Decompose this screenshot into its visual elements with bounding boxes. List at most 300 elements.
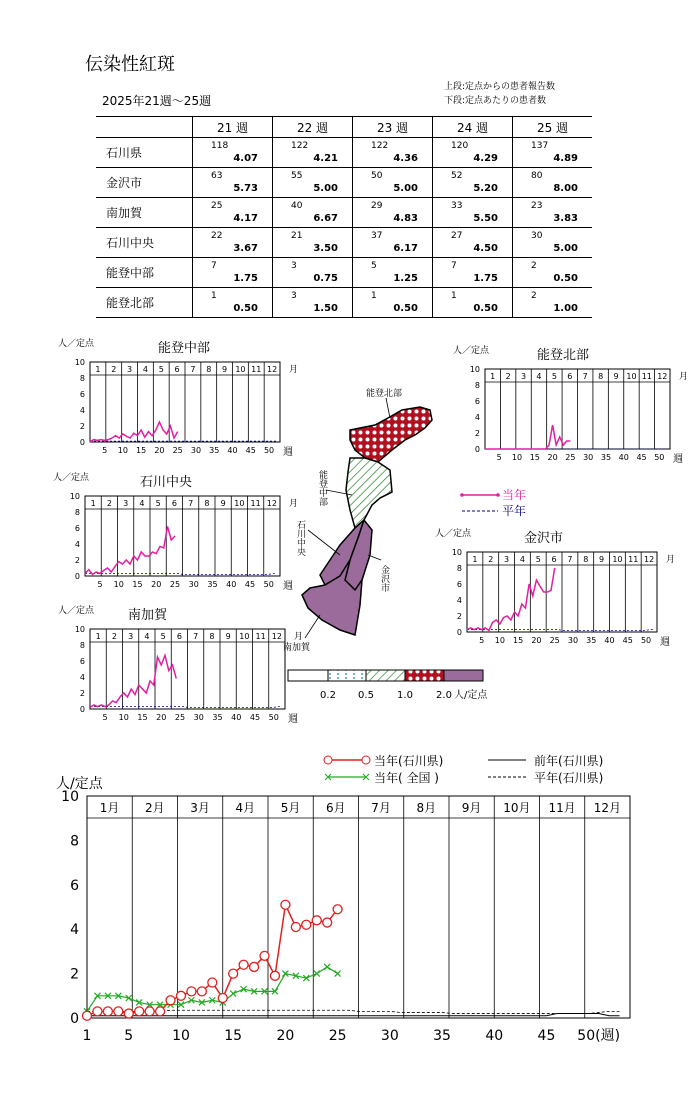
- map-color-scale: [288, 668, 528, 708]
- month-suffix: 月: [289, 499, 299, 509]
- scale-label: 0.5: [358, 690, 374, 701]
- report-count: 3: [291, 261, 297, 271]
- week-header: 23 週: [353, 117, 433, 138]
- current-point: [93, 1007, 102, 1016]
- month-tick-label: 7: [582, 372, 588, 381]
- month-tick-label: 9: [225, 632, 231, 641]
- month-tick-label: 10: [626, 372, 637, 381]
- x-tick-label: 50: [263, 580, 274, 589]
- week-cell: [193, 198, 273, 228]
- report-count: 118: [211, 141, 229, 151]
- report-count: 37: [371, 231, 383, 241]
- rate-per-sentinel: 5.20: [473, 183, 498, 194]
- month-tick-label: 5: [551, 372, 557, 381]
- month-tick-label: 3: [128, 632, 134, 641]
- month-tick-label: 9: [599, 555, 605, 564]
- current-point: [83, 1011, 92, 1020]
- month-tick-label: 3: [127, 365, 133, 374]
- week-cell: [353, 288, 433, 318]
- month-tick-label: 10月: [503, 801, 531, 815]
- x-tick-label: 10: [117, 446, 128, 455]
- legend-note-line1: 上段:定点からの患者報告数: [444, 82, 556, 92]
- month-tick-label: 12月: [593, 801, 622, 815]
- rate-per-sentinel: 1.75: [473, 273, 498, 284]
- x-tick-label: 5: [124, 1028, 134, 1044]
- map-label-noto-chubu: 能登中部: [317, 470, 327, 506]
- month-tick-label: 8月: [416, 801, 437, 815]
- y-tick-label: 6: [74, 524, 80, 533]
- month-suffix: 月: [666, 555, 676, 565]
- x-tick-label: 20: [151, 580, 162, 589]
- x-tick-label: 20: [276, 1028, 295, 1044]
- current-point: [250, 962, 259, 971]
- mini-unit-label: 人／定点: [58, 606, 95, 616]
- report-count: 5: [371, 261, 377, 271]
- month-tick-label: 4月: [235, 801, 256, 815]
- rate-per-sentinel: 8.00: [553, 183, 578, 194]
- y-tick-label: 10: [469, 365, 480, 374]
- week-cell: [353, 228, 433, 258]
- current-point: [333, 905, 342, 914]
- y-tick-label: 8: [74, 508, 80, 517]
- rate-per-sentinel: 5.50: [473, 213, 498, 224]
- current-point: [197, 987, 206, 996]
- y-tick-label: 8: [79, 641, 85, 650]
- y-tick-label: 2: [70, 966, 79, 983]
- current-point: [323, 918, 332, 927]
- week-header: 22 週: [273, 117, 353, 138]
- month-tick-label: 7: [188, 499, 194, 508]
- month-tick-label: 7月: [371, 801, 391, 815]
- rate-per-sentinel: 4.36: [393, 153, 418, 164]
- month-tick-label: 3: [123, 499, 129, 508]
- region-noto-hokubu: [350, 407, 432, 462]
- current-point: [312, 916, 321, 925]
- rate-per-sentinel: 1.00: [553, 303, 578, 314]
- y-tick-label: 10: [74, 625, 85, 634]
- month-suffix: 月: [679, 372, 689, 382]
- x-tick-label: 20: [154, 446, 165, 455]
- mini-chart-noto-chubu: [55, 338, 299, 463]
- x-tick-label: 25: [169, 580, 181, 589]
- week-cell: [353, 198, 433, 228]
- y-tick-label: 2: [456, 612, 462, 621]
- area-name: 石川中央: [96, 228, 193, 258]
- month-tick-label: 6: [551, 555, 557, 564]
- report-count: 25: [211, 201, 223, 211]
- month-tick-label: 10: [239, 632, 250, 641]
- week-suffix: 週: [660, 637, 670, 648]
- x-tick-label: 25: [549, 636, 560, 645]
- map-label-minami-kaga: 南加賀: [283, 643, 311, 653]
- y-tick-label: 6: [474, 397, 480, 406]
- region-noto-chubu: [346, 458, 392, 528]
- legend-label: 前年(石川県): [534, 754, 604, 768]
- x-tick-label: 10: [118, 713, 129, 722]
- rate-per-sentinel: 1.75: [233, 273, 258, 284]
- legend-note-line2: 下段:定点あたりの患者数: [444, 96, 547, 106]
- report-count: 21: [291, 231, 303, 241]
- y-tick-label: 10: [74, 358, 85, 367]
- month-tick-label: 5: [160, 632, 166, 641]
- month-tick-label: 7: [567, 555, 573, 564]
- rate-per-sentinel: 4.17: [233, 213, 258, 224]
- current-point: [239, 960, 248, 969]
- week-cell: [433, 228, 513, 258]
- rate-per-sentinel: 4.89: [553, 153, 578, 164]
- x-tick-label: 20: [156, 713, 167, 722]
- x-tick-label: 45: [636, 453, 647, 462]
- current-point: [270, 971, 279, 980]
- month-tick-label: 8: [204, 499, 210, 508]
- rate-per-sentinel: 3.67: [233, 243, 258, 254]
- x-tick-label: 35: [209, 446, 220, 455]
- mini-chart-kanazawa: [432, 528, 676, 653]
- report-count: 122: [371, 141, 389, 151]
- current-point: [187, 987, 196, 996]
- rate-per-sentinel: 6.17: [393, 243, 418, 254]
- table-row: [96, 168, 592, 198]
- month-tick-label: 1: [95, 632, 101, 641]
- month-tick-label: 8: [209, 632, 215, 641]
- mini-unit-label: 人／定点: [435, 529, 472, 539]
- y-tick-label: 0: [456, 628, 462, 637]
- area-name: 能登北部: [96, 288, 193, 318]
- month-tick-label: 4: [519, 555, 525, 564]
- week-cell: [433, 288, 513, 318]
- x-tick-label: 45: [622, 636, 633, 645]
- report-count: 7: [211, 261, 217, 271]
- current-point: [103, 1007, 112, 1016]
- x-tick-label: 15: [132, 580, 143, 589]
- x-tick-label: 40: [485, 1028, 504, 1044]
- week-cell: [193, 228, 273, 258]
- x-tick-label: 5: [102, 713, 108, 722]
- area-name: 南加賀: [96, 198, 193, 228]
- map-label-noto-hokubu: 能登北部: [366, 389, 403, 399]
- month-tick-label: 2: [111, 632, 117, 641]
- y-tick-label: 0: [79, 705, 85, 714]
- month-tick-label: 4: [144, 632, 150, 641]
- area-name: 石川県: [96, 138, 193, 168]
- legend-label: 当年(石川県): [374, 754, 444, 768]
- mini-chart-ishikawa-chuo: [50, 472, 299, 597]
- week-cell: [353, 258, 433, 288]
- week-cell: [513, 198, 593, 228]
- current-point: [260, 951, 269, 960]
- week-cell: [513, 138, 593, 168]
- current-point: [114, 1007, 123, 1016]
- x-tick-label: 1: [82, 1028, 92, 1044]
- table-legend-note: [444, 80, 555, 108]
- x-tick-label: 5: [496, 453, 502, 462]
- x-tick-label: 25: [565, 453, 576, 462]
- week-header: 25 週: [513, 117, 593, 138]
- current-point: [208, 978, 217, 987]
- rate-per-sentinel: 1.25: [393, 273, 418, 284]
- legend-avg-label: 平年: [502, 504, 527, 518]
- week-cell: [193, 288, 273, 318]
- x-tick-label: 45: [249, 713, 261, 722]
- week-cell: [273, 138, 353, 168]
- month-tick-label: 11: [628, 555, 639, 564]
- mini-chart-title: 石川中央: [140, 475, 193, 490]
- month-tick-label: 10: [234, 499, 245, 508]
- week-cell: [433, 138, 513, 168]
- current-point: [156, 1007, 165, 1016]
- x-tick-label: 30: [380, 1028, 399, 1044]
- rate-per-sentinel: 0.50: [233, 303, 258, 314]
- scale-label: 2.0: [436, 690, 452, 701]
- month-tick-label: 2: [488, 555, 494, 564]
- month-tick-label: 2: [505, 372, 511, 381]
- y-tick-label: 8: [79, 374, 85, 383]
- mini-chart-title: 南加賀: [128, 608, 168, 623]
- y-tick-label: 6: [79, 657, 85, 666]
- month-tick-label: 6: [171, 499, 177, 508]
- y-tick-label: 2: [474, 429, 480, 438]
- month-tick-label: 2: [111, 365, 117, 374]
- y-axis-label: 人/定点: [56, 776, 103, 792]
- rate-per-sentinel: 1.50: [313, 303, 338, 314]
- report-count: 27: [451, 231, 463, 241]
- x-tick-label: 25: [172, 446, 183, 455]
- month-tick-label: 3月: [190, 801, 210, 815]
- month-tick-label: 1: [90, 499, 96, 508]
- month-tick-label: 1: [95, 365, 101, 374]
- legend-current-marker: [362, 756, 370, 764]
- mini-chart-noto-hokubu: [450, 345, 689, 470]
- y-tick-label: 4: [70, 922, 79, 939]
- report-count: 55: [291, 171, 303, 181]
- rate-per-sentinel: 0.50: [473, 303, 498, 314]
- report-count: 80: [531, 171, 543, 181]
- month-tick-label: 12: [266, 365, 278, 374]
- map-label-ishikawa-chuo: 石川中央: [295, 520, 305, 556]
- rate-per-sentinel: 4.83: [393, 213, 418, 224]
- report-count: 1: [371, 291, 377, 301]
- x-tick-label: 35: [433, 1028, 451, 1044]
- y-tick-label: 4: [79, 406, 85, 415]
- week-suffix: 週: [283, 581, 293, 592]
- legend-current-marker: [324, 756, 332, 764]
- rate-per-sentinel: 5.00: [553, 243, 578, 254]
- report-count: 3: [291, 291, 297, 301]
- week-cell: [513, 288, 593, 318]
- report-count: 2: [531, 261, 537, 271]
- y-tick-label: 2: [79, 689, 85, 698]
- rate-per-sentinel: 0.75: [313, 273, 338, 284]
- y-tick-label: 8: [456, 564, 462, 573]
- table-row: [96, 138, 592, 168]
- month-tick-label: 12: [271, 632, 282, 641]
- report-count: 23: [531, 201, 543, 211]
- month-tick-label: 12: [657, 372, 668, 381]
- week-header: 24 週: [433, 117, 513, 138]
- month-tick-label: 5: [158, 365, 164, 374]
- month-tick-label: 7: [193, 632, 199, 641]
- rate-per-sentinel: 3.83: [553, 213, 578, 224]
- x-tick-label: 40: [618, 453, 629, 462]
- table-header-row: [96, 117, 592, 138]
- current-point: [218, 994, 227, 1003]
- month-tick-label: 11: [255, 632, 266, 641]
- week-cell: [273, 288, 353, 318]
- current-point: [124, 1009, 133, 1018]
- y-tick-label: 2: [79, 422, 85, 431]
- y-tick-label: 6: [79, 390, 85, 399]
- week-suffix: 週: [283, 447, 293, 458]
- report-count: 137: [531, 141, 549, 151]
- x-tick-label: 5: [102, 446, 108, 455]
- x-tick-label: 40: [227, 446, 238, 455]
- legend-current-label: 当年: [502, 488, 527, 502]
- x-tick-label: 45: [537, 1028, 556, 1044]
- ishikawa-map: [280, 380, 445, 655]
- week-cell: [273, 258, 353, 288]
- report-count: 30: [531, 231, 543, 241]
- y-tick-label: 8: [70, 833, 79, 850]
- week-cell: [193, 138, 273, 168]
- x-tick-label: 50: [263, 446, 275, 455]
- week-cell: [513, 228, 593, 258]
- x-tick-label: 20: [547, 453, 558, 462]
- page-title: 伝染性紅斑: [85, 54, 175, 75]
- month-tick-label: 11月: [548, 801, 576, 815]
- legend-label: 平年(石川県): [534, 771, 604, 785]
- week-cell: [353, 168, 433, 198]
- month-tick-label: 11: [250, 499, 261, 508]
- x-tick-label: 35: [212, 713, 223, 722]
- report-count: 50: [371, 171, 383, 181]
- month-tick-label: 4: [139, 499, 145, 508]
- x-tick-label: 5: [479, 636, 485, 645]
- rate-per-sentinel: 5.00: [313, 183, 338, 194]
- table-header-area: [96, 117, 193, 138]
- rate-per-sentinel: 0.50: [553, 273, 578, 284]
- current-point: [135, 1007, 144, 1016]
- month-tick-label: 7: [190, 365, 196, 374]
- x-tick-label: 10: [113, 580, 124, 589]
- week-cell: [353, 138, 433, 168]
- mini-chart-title: 金沢市: [524, 531, 564, 546]
- week-cell: [273, 228, 353, 258]
- y-tick-label: 0: [70, 1011, 79, 1027]
- rate-per-sentinel: 3.50: [313, 243, 338, 254]
- current-point: [291, 922, 300, 931]
- rate-per-sentinel: 5.00: [393, 183, 418, 194]
- mini-unit-label: 人／定点: [58, 339, 95, 349]
- x-tick-label: 10: [511, 453, 523, 462]
- x-tick-label: 50: [640, 636, 652, 645]
- x-tick-label: 15: [224, 1028, 243, 1044]
- x-tick-label: 30: [190, 446, 202, 455]
- mini-chart-title: 能登北部: [537, 348, 590, 363]
- legend-label: 当年( 全国 ): [374, 771, 439, 785]
- week-cell: [513, 258, 593, 288]
- rate-per-sentinel: 4.07: [233, 153, 258, 164]
- current-point: [281, 900, 290, 909]
- month-tick-label: 1: [490, 372, 496, 381]
- y-tick-label: 4: [74, 540, 80, 549]
- month-tick-label: 3: [520, 372, 527, 381]
- y-tick-label: 4: [456, 596, 462, 605]
- area-name: 能登中部: [96, 258, 193, 288]
- x-tick-label: 30: [188, 580, 199, 589]
- month-tick-label: 8: [583, 555, 589, 564]
- x-tick-label: 40: [226, 580, 237, 589]
- x-tick-label: 30: [193, 713, 204, 722]
- rate-per-sentinel: 4.50: [473, 243, 498, 254]
- y-tick-label: 4: [474, 413, 480, 422]
- x-tick-label: 15: [136, 446, 147, 455]
- mini-unit-label: 人／定点: [453, 346, 490, 356]
- table-row: [96, 198, 592, 228]
- x-tick-label: 15: [137, 713, 148, 722]
- month-tick-label: 9: [222, 365, 228, 374]
- month-tick-label: 6月: [326, 801, 346, 815]
- rate-per-sentinel: 0.50: [393, 303, 418, 314]
- week-cell: [433, 258, 513, 288]
- report-count: 52: [451, 171, 463, 181]
- report-count: 33: [451, 201, 463, 211]
- y-tick-label: 4: [79, 673, 85, 682]
- current-point: [176, 991, 185, 1000]
- x-tick-label: 20: [531, 636, 542, 645]
- current-point: [145, 1007, 154, 1016]
- x-tick-label: 45: [245, 446, 256, 455]
- x-tick-label: 10: [172, 1028, 190, 1044]
- x-tick-label: 25: [328, 1028, 347, 1044]
- month-tick-label: 4: [536, 372, 542, 381]
- report-count: 2: [531, 291, 537, 301]
- month-suffix: 月: [289, 365, 299, 375]
- month-tick-label: 9: [220, 499, 226, 508]
- x-tick-label: 30: [583, 453, 594, 462]
- week-cell: [193, 168, 273, 198]
- y-tick-label: 0: [74, 572, 80, 581]
- month-tick-label: 8: [206, 365, 212, 374]
- month-tick-label: 5月: [280, 801, 301, 815]
- month-tick-label: 5: [155, 499, 161, 508]
- x-tick-label: 50: [268, 713, 279, 722]
- week-cell: [193, 258, 273, 288]
- mini-chart-minami-kaga: [55, 605, 304, 730]
- current-point: [302, 920, 311, 929]
- report-count: 122: [291, 141, 309, 151]
- map-line-legend: [458, 486, 548, 522]
- week-cell: [433, 198, 513, 228]
- week-suffix: 週: [673, 454, 683, 465]
- map-label-kanazawa: 金沢市: [379, 565, 389, 592]
- rate-per-sentinel: 6.67: [313, 213, 338, 224]
- report-count: 40: [291, 201, 303, 211]
- x-tick-label: 25: [174, 713, 186, 722]
- month-tick-label: 9月: [461, 801, 482, 815]
- y-tick-label: 10: [451, 548, 462, 557]
- x-tick-label: 5: [97, 580, 103, 589]
- rate-per-sentinel: 4.21: [313, 153, 338, 164]
- rate-per-sentinel: 5.73: [233, 183, 258, 194]
- month-tick-label: 11: [641, 372, 652, 381]
- month-tick-label: 11: [251, 365, 262, 374]
- x-tick-label: 45: [244, 580, 256, 589]
- week-cell: [273, 168, 353, 198]
- y-tick-label: 0: [79, 438, 85, 447]
- main-chart-ishikawa: [50, 748, 690, 1048]
- month-tick-label: 1月: [99, 801, 120, 815]
- week-cell: [273, 198, 353, 228]
